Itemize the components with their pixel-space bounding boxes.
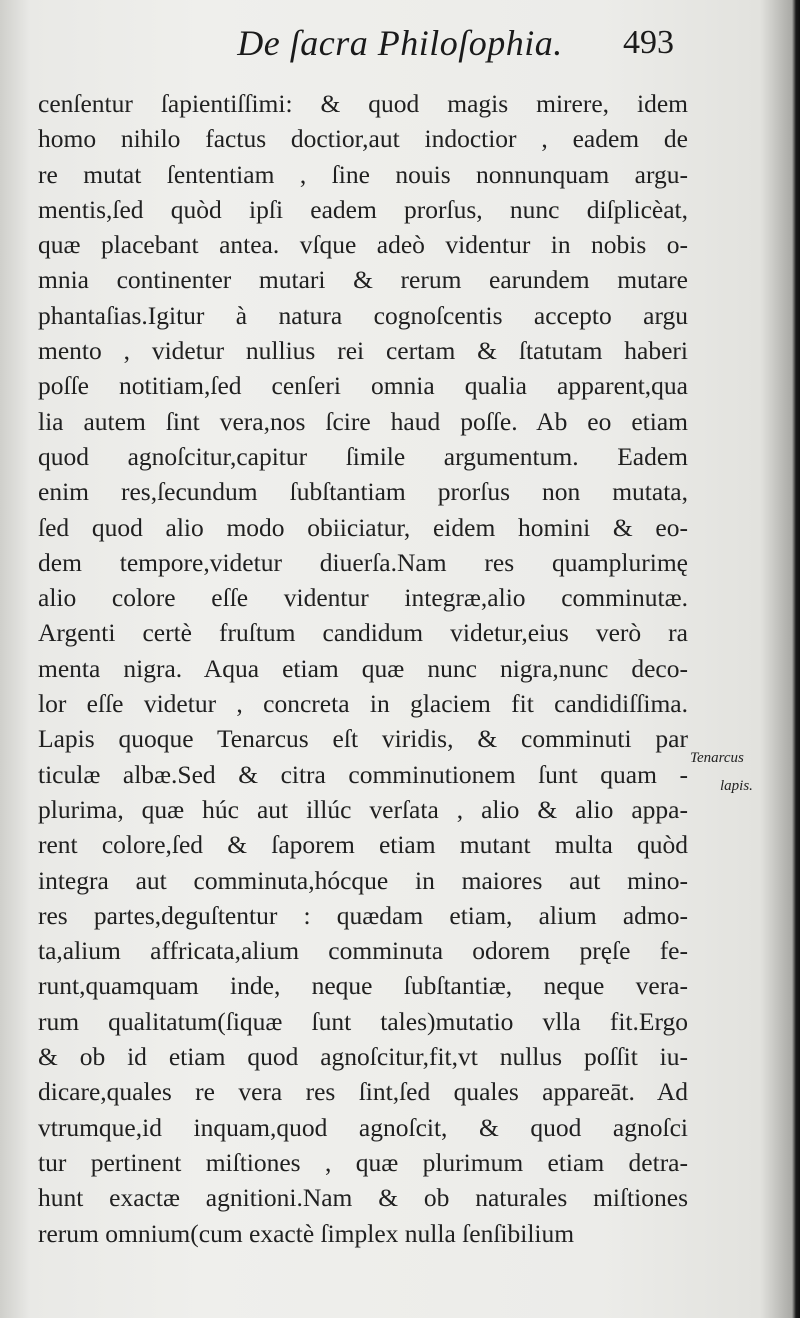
text-line: rent colore,ſed & ſaporem etiam mutant multa quòd <box>38 830 688 860</box>
text-line: ſed quod alio modo obiiciatur, eidem homini & eo- <box>38 512 688 542</box>
text-line: dem tempore,videtur diuerſa.Nam res quamplurimę <box>38 547 688 577</box>
margin-note-line: Tenarcus <box>690 750 744 766</box>
margin-note-line: lapis. <box>720 778 753 794</box>
text-line: tur pertinent miſtiones , quæ plurimum etiam detra- <box>38 1147 688 1177</box>
text-line: re mutat ſententiam , ſine nouis nonnunquam argu- <box>38 159 688 189</box>
text-line: quæ placebant antea. vſque adeò videntur in nobis o- <box>38 230 688 260</box>
text-line: & ob id etiam quod agnoſcitur,fit,vt nullus poſſit iu- <box>38 1042 688 1072</box>
text-line: enim res,ſecundum ſubſtantiam prorſus non mutata, <box>38 477 688 507</box>
text-line: integra aut comminuta,hócque in maiores aut mino- <box>38 865 688 895</box>
text-line: ticulæ albæ.Sed & citra comminutionem ſunt quam - <box>38 759 688 789</box>
text-line: rerum omnium(cum exactè ſimplex nulla ſenſibilium <box>38 1218 575 1248</box>
text-line: vtrumque,id inquam,quod agnoſcit, & quod agnoſci <box>38 1112 688 1142</box>
text-line: runt,quamquam inde, neque ſubſtantiæ, neque vera- <box>38 971 688 1001</box>
margin-note <box>690 744 790 800</box>
text-line: hunt exactæ agnitioni.Nam & ob naturales miſtiones <box>38 1183 688 1213</box>
text-line: mento , videtur nullius rei certam & ſtatutam haberi <box>38 336 688 366</box>
text-line: menta nigra. Aqua etiam quæ nunc nigra,nunc deco- <box>38 653 688 683</box>
running-title: De ſacra Philoſophia. <box>237 23 563 63</box>
text-line: ta,alium affricata,alium comminuta odorem pręſe fe- <box>38 936 688 966</box>
text-line: phantaſias.Igitur à natura cognoſcentis accepto argu <box>38 300 688 330</box>
text-line: mentis,ſed quòd ipſi eadem prorſus, nunc diſplicèat, <box>38 194 688 224</box>
text-line: lia autem ſint vera,nos ſcire haud poſſe. Ab eo etiam <box>38 406 688 436</box>
text-line: lor eſſe videtur , concreta in glaciem fit candidiſſima. <box>38 689 688 719</box>
body-text <box>38 86 688 1251</box>
text-line: homo nihilo factus doctior,aut indoctior , eadem de <box>38 124 688 154</box>
text-line: dicare,quales re vera res ſint,ſed quales appareāt. Ad <box>38 1077 688 1107</box>
page-number: 493 <box>623 24 674 61</box>
text-line: cenſentur ſapientiſſimi: & quod magis mirere, idem <box>38 89 688 118</box>
text-line: res partes,deguſtentur : quædam etiam, alium admo- <box>38 900 688 930</box>
text-line: Lapis quoque Tenarcus eſt viridis, & comminuti par <box>38 724 688 754</box>
text-line: quod agnoſcitur,capitur ſimile argumentum. Eadem <box>38 441 688 471</box>
text-line: alio colore eſſe videntur integræ,alio comminutæ. <box>38 583 688 613</box>
text-line: plurima, quæ húc aut illúc verſata , alio & alio appa- <box>38 794 688 824</box>
text-line: poſſe notitiam,ſed cenſeri omnia qualia apparent,qua <box>38 371 688 401</box>
text-line: Argenti certè fruſtum candidum videtur,eius verò ra <box>38 618 688 648</box>
text-line: mnia continenter mutari & rerum earundem mutare <box>38 265 688 295</box>
text-line: rum qualitatum(ſiquæ ſunt tales)mutatio vlla fit.Ergo <box>38 1006 688 1036</box>
